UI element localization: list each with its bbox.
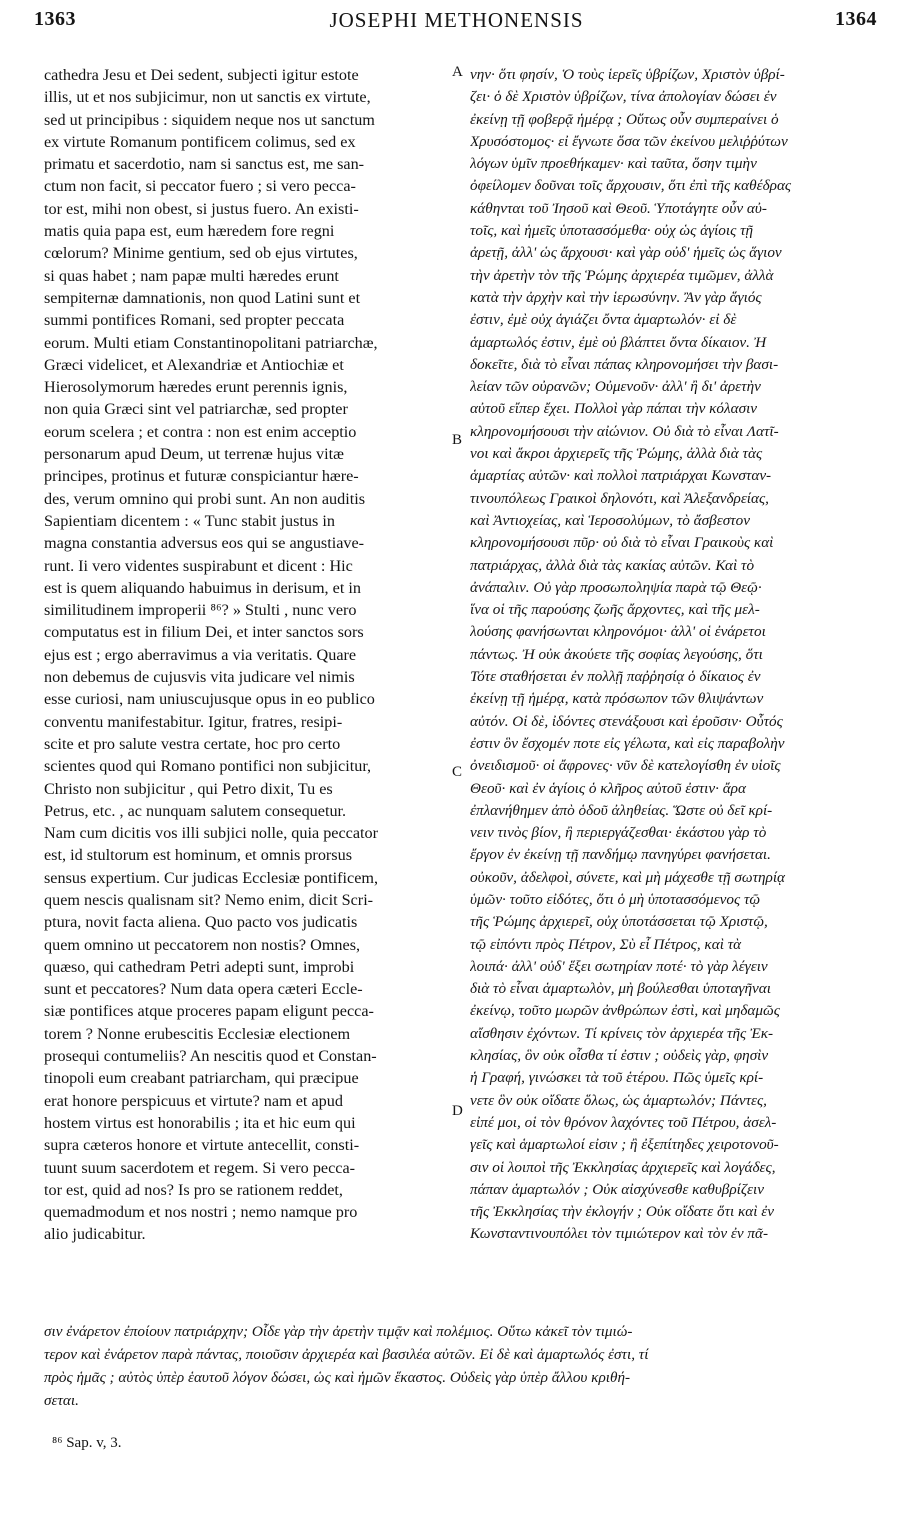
- latin-text-line: magna constantia adversus eos qui se angustiave-: [44, 534, 365, 553]
- greek-text-line: τοῖς, καὶ ἡμεῖς ὑποτασσόμεθα· οὐχ ὡς ἁγίοις τῇ: [470, 222, 754, 240]
- greek-text-line: αἴσθησιν ἐχόντων. Τί κρίνεις τὸν ἀρχιερέα τῆς Ἐκ-: [470, 1024, 774, 1042]
- greek-text-line: διὰ τὸ εἶναι ἁμαρτωλὸν, μὴ βούλεσθαι ὑποταγῆναι: [470, 980, 771, 998]
- footnote: ⁸⁶ Sap. v, 3.: [52, 1435, 122, 1451]
- latin-text-line: hostem virtus est honorabilis ; ita et hic eum qui: [44, 1113, 356, 1132]
- greek-text-line: λούσης φανήσωνται κληρονόμοι· ἀλλ' οἱ ἐνάρετοι: [470, 623, 766, 641]
- latin-text-line: personarum apud Deum, ut terrenæ hujus vitæ: [44, 445, 344, 464]
- latin-text-line: ex virtute Romanum pontificem colimus, sed ex: [44, 132, 356, 151]
- latin-text-line: supra cæteros honore et virtute antecellit, consti-: [44, 1136, 360, 1155]
- latin-text-line: prosequi contumeliis? An nescitis quod et Constan-: [44, 1047, 377, 1066]
- latin-text-line: non quia Græci sint vel patriarchæ, sed propter: [44, 400, 348, 419]
- greek-text-line: ὑμῶν· τοῦτο εἰδότες, ὅτι ὁ μὴ ὑποτασσόμενος τῷ: [470, 890, 761, 908]
- greek-text-line: ἐστιν ὃν ἔσχομέν ποτε εἰς γέλωτα, καὶ εἰς παραβολὴν: [470, 734, 785, 752]
- greek-text-line: αὐτοῦ εἴπερ ἔχει. Πολλοὶ γὰρ πάπαι τὴν κόλασιν: [470, 400, 758, 418]
- greek-text-line: ἐκείνῃ τῇ ἡμέρᾳ, κατὰ πρόσωπον τῶν θλιψάντων: [470, 690, 764, 708]
- latin-text-line: torem ? Nonne erubescitis Ecclesiæ electionem: [44, 1024, 351, 1043]
- greek-text-line: κληρονομήσουσι πῦρ· οὐ διὰ τὸ εἶναι Γραικοὺς καὶ: [470, 534, 774, 552]
- full-width-greek-block: [44, 1320, 886, 1412]
- latin-text-line: Petrus, etc. , ac nunquam salutem consequetur.: [44, 801, 347, 820]
- greek-text-line: ἔργον ἐν ἐκείνῃ τῇ πανδήμῳ πανηγύρει φανήσεται.: [470, 846, 771, 864]
- latin-text-line: Nam cum dicitis vos illi subjici nolle, quia peccator: [44, 824, 379, 843]
- greek-text-line: ἐπλανήθημεν ἀπὸ ὁδοῦ ἀληθείας. Ὥστε οὐ δεῖ κρί-: [470, 801, 773, 819]
- latin-text-line: ctum non facit, si peccator fuero ; si vero pecca-: [44, 177, 356, 196]
- section-marker-c: C: [452, 764, 463, 780]
- greek-text-line: ἀρετῇ, ἀλλ' ὡς ἄρχουσι· καὶ γὰρ οὐδ' ἡμεῖς ὡς ἅγιον: [470, 244, 782, 262]
- greek-text-line: τῆς Ἐκκλησίας τὴν ἐκλογήν ; Οὐκ οἴδατε ὅτι καὶ ἐν: [470, 1203, 775, 1221]
- latin-text-line: quem omnino ut peccatorem non nostis? Omnes,: [44, 935, 361, 954]
- greek-text-line: ἵνα οἱ τῆς παρούσης ζωῆς ἄρχοντες, καὶ τῆς μελ-: [470, 601, 760, 619]
- right-column-number: 1364: [835, 8, 877, 30]
- greek-text-line: ἁμαρτωλός ἐστιν, ἐμὲ οὐ βλάπτει ὄντα δίκαιον. Ἠ: [470, 333, 767, 351]
- latin-text-line: scientes quod qui Romano pontifici non subjicitur,: [44, 757, 372, 776]
- greek-text-line: πάντως. Ἠ οὐκ ἀκούετε τῆς σοφίας λεγούσης, ὅτι: [470, 645, 763, 663]
- latin-text-line: est, id stultorum est hominum, et omnis prorsus: [44, 846, 353, 865]
- greek-text-line: κατὰ τὴν ἀρχὴν καὶ τὴν ἱερωσύνην. Ἂν γὰρ ἅγιός: [470, 288, 762, 306]
- latin-text-line: conventu manifestabitur. Igitur, fratres, resipi-: [44, 712, 343, 731]
- latin-text-line: tor est, mihi non obest, si justus fuero. An existi-: [44, 199, 359, 218]
- latin-text-line: similitudinem improperii ⁸⁶? » Stulti , nunc vero: [44, 601, 357, 620]
- greek-text-line: ἐστιν, ἐμὲ οὐχ ἁγιάζει ὄντα ἁμαρτωλόν· εἰ δὲ: [470, 311, 737, 329]
- greek-text-line: νοι καὶ ἄκροι ἀρχιερεῖς τῆς Ῥώμης, ἀλλὰ διὰ τὰς: [470, 445, 763, 463]
- latin-text-line: Græci videlicet, et Alexandriæ et Antiochiæ et: [44, 355, 344, 374]
- left-column-number: 1363: [34, 8, 76, 30]
- greek-text-line: λείαν τῶν οὐρανῶν; Οὐμενοῦν· ἀλλ' ἢ δι' ἀρετὴν: [470, 378, 761, 396]
- greek-text-line: νειν τινὸς βίον, ἢ περιεργάζεσθαι· ἑκάστου γὰρ τὸ: [470, 824, 767, 842]
- greek-text-line: λόγων ὑμῖν προεθήκαμεν· καὶ ταῦτα, ὅσην τιμὴν: [470, 155, 757, 173]
- greek-text-line: νετε ὃν οὐκ οἴδατε ὅλως, ὡς ἁμαρτωλόν; Πάντες,: [470, 1091, 767, 1109]
- bottom-greek-line: πρὸς ἡμᾶς ; αὐτὸς ὑπὲρ ἑαυτοῦ λόγον δώσει, ὡς καὶ ἡμῶν ἕκαστος. Οὐδεὶς γὰρ ὑπὲρ ἄλλου κριθή-: [44, 1369, 631, 1386]
- latin-text-line: Hierosolymorum hæredes erunt perennis ignis,: [44, 378, 348, 397]
- greek-text-line: εἰπέ μοι, οἱ τὸν θρόνον λαχόντες τοῦ Πέτρου, ἀσελ-: [470, 1113, 777, 1131]
- latin-text-line: tinopoli eum creabant patriarcham, qui præcipue: [44, 1069, 359, 1088]
- latin-text-line: quemadmodum et nos nostri ; nemo namque pro: [44, 1203, 358, 1222]
- greek-text-line: Κωνσταντινουπόλει τὸν τιμιώτερον καὶ τὸν ἐν πᾶ-: [470, 1225, 769, 1243]
- latin-text-line: primatu et sacerdotio, nam si sanctus est, me san-: [44, 155, 365, 174]
- latin-text-line: scite et pro salute vestra certate, hoc pro certo: [44, 734, 341, 753]
- greek-text-line: ἐκείνῳ, τοῦτο μωρῶν ἀνθρώπων ἐστὶ, καὶ μηδαμῶς: [470, 1002, 780, 1020]
- latin-text-line: esse curiosi, nam uniuscujusque opus in eo publico: [44, 690, 375, 709]
- bottom-greek-line: τερον καὶ ἐνάρετον παρὰ πάντας, ποιοῦσιν ἀρχιερέα καὶ βασιλέα αὐτῶν. Εἰ δὲ καὶ ἁμαρτωλός ἐστι, τί: [44, 1346, 649, 1363]
- greek-text-line: δοκεῖτε, διὰ τὸ εἶναι πάπας κληρονομήσει τὴν βασι-: [470, 355, 779, 373]
- greek-text-line: κλησίας, ὃν οὐκ οἶσθα τί ἐστιν ; οὐδεὶς γὰρ, φησὶν: [470, 1047, 769, 1065]
- greek-text-line: καὶ Ἀντιοχείας, καὶ Ἱεροσολύμων, τὸ ἄσβεστον: [470, 511, 750, 529]
- latin-text-line: matis quia papa est, eum hæredem fore regni: [44, 222, 335, 241]
- latin-text-line: principes, protinus et futuræ conspiciantur hære-: [44, 467, 359, 486]
- latin-text-line: illis, ut et nos subjicimur, non ut sanctis ex virtute,: [44, 88, 371, 107]
- bottom-greek-line: σιν ἐνάρετον ἐποίουν πατριάρχην; Οἶδε γὰρ τὴν ἀρετὴν τιμᾷν καὶ πολέμιος. Οὕτω κἀκεῖ τὸν τιμιώ-: [44, 1323, 633, 1340]
- latin-text-line: non debemus de cujusvis vita judicare vel nimis: [44, 668, 355, 687]
- latin-text-line: est is quem aliquando habuimus in derisum, et in: [44, 578, 361, 597]
- running-title: JOSEPHI METHONENSIS: [329, 8, 584, 32]
- page-header: [0, 8, 913, 38]
- greek-text-line: ὀφείλομεν δοῦναι τοῖς ἄρχουσιν, ὅτι ἐπὶ τῆς καθέδρας: [470, 177, 792, 195]
- latin-text-line: tor est, quid ad nos? Is pro se rationem reddet,: [44, 1180, 343, 1199]
- greek-text-line: κληρονομήσουσι τὴν αἰώνιον. Οὐ διὰ τὸ εἶναι Λατῖ-: [470, 422, 779, 440]
- section-marker-b: B: [452, 432, 463, 448]
- latin-text-line: sempiternæ damnationis, non quod Latini sunt et: [44, 288, 361, 307]
- latin-text-line: erat honore perspicuus et virtute? nam et apud: [44, 1091, 343, 1110]
- greek-text-line: τῆς Ῥώμης ἀρχιερεῖ, οὐχ ὑποτάσσεται τῷ Χριστῷ,: [470, 913, 768, 931]
- greek-text-line: λοιπά· ἀλλ' οὐδ' ἕξει σωτηρίαν ποτέ· τὸ γὰρ λέγειν: [470, 957, 768, 975]
- latin-text-line: quæso, qui cathedram Petri adepti sunt, improbi: [44, 957, 355, 976]
- latin-text-line: des, verum omnino qui probi sunt. An non auditis: [44, 489, 366, 508]
- latin-text-line: ejus est ; ergo aberravimus a via veritatis. Quare: [44, 645, 357, 664]
- latin-text-line: Christo non subjicitur , qui Petro dixit, Tu es: [44, 779, 333, 798]
- latin-text-line: summi pontifices Romani, sed propter peccata: [44, 311, 345, 330]
- section-marker-a: A: [452, 64, 463, 80]
- latin-text-line: runt. Ii vero videntes suspirabunt et dicent : Hic: [44, 556, 353, 575]
- latin-text-line: siæ pontifices atque proceres papam eligunt pecca-: [44, 1002, 374, 1021]
- latin-text-line: Sapientiam dicentem : « Tunc stabit justus in: [44, 511, 335, 530]
- section-marker-d: D: [452, 1103, 463, 1119]
- greek-text-line: τῷ εἰπόντι πρὸς Πέτρον, Σὺ εἶ Πέτρος, καὶ τὰ: [470, 935, 742, 953]
- greek-column: [470, 64, 884, 1246]
- latin-text-line: quem nescis qualisnam sit? Nemo enim, dicit Scri-: [44, 890, 374, 909]
- latin-column: [44, 64, 444, 1246]
- greek-text-line: οὐκοῦν, ἀδελφοὶ, σύνετε, καὶ μὴ μάχεσθε τῇ σωτηρίᾳ: [470, 868, 786, 886]
- greek-text-line: γεῖς καὶ ἁμαρτωλοί εἰσιν ; ἢ ἐξεπίτηδες χειροτονοῦ-: [470, 1136, 779, 1154]
- greek-text-line: σιν οἱ λοιποὶ τῆς Ἐκκλησίας ἀρχιερεῖς καὶ λογάδες,: [470, 1158, 776, 1176]
- latin-text-line: sed ut principibus : siquidem neque nos ut sanctum: [44, 110, 375, 129]
- latin-text-line: ptura, novit facta aliena. Quo pacto vos judicatis: [44, 913, 358, 932]
- greek-text-line: ἐκείνῃ τῇ φοβερᾷ ἡμέρᾳ ; Οὕτως οὖν συμπεραίνει ὁ: [470, 110, 779, 128]
- greek-text-line: τὴν ἀρετὴν τὸν τῆς Ῥώμης ἀρχιερέα τιμῶμεν, ἀλλὰ: [470, 266, 774, 284]
- greek-text-line: Τότε σταθήσεται ἐν πολλῇ παῤῥησίᾳ ὁ δίκαιος ἐν: [470, 668, 761, 686]
- latin-text-line: tuunt suum sacerdotem et regem. Si vero pecca-: [44, 1158, 356, 1177]
- greek-text-line: πατριάρχας, ἀλλὰ διὰ τὰς κακίας αὐτῶν. Καὶ τὸ: [470, 556, 755, 574]
- latin-text-line: cœlorum? Minime gentium, sed ob ejus virtutes,: [44, 244, 358, 263]
- greek-text-line: πάπαν ἁμαρτωλόν ; Οὐκ αἰσχύνεσθε καθυβρίζειν: [470, 1180, 764, 1198]
- greek-text-line: νην· ὅτι φησίν, Ὁ τοὺς ἱερεῖς ὑβρίζων, Χριστὸν ὑβρί-: [470, 66, 785, 83]
- greek-text-line: ζει· ὁ δὲ Χριστὸν ὑβρίζων, τίνα ἀπολογίαν δώσει ἐν: [470, 88, 777, 106]
- latin-text-line: eorum. Multi etiam Constantinopolitani patriarchæ,: [44, 333, 378, 352]
- greek-text-line: ἁμαρτίας αὐτῶν· καὶ πολλοὶ πατριάρχαι Κωνσταν-: [470, 467, 772, 485]
- greek-text-line: Θεοῦ· καὶ ἐν ἁγίοις ὁ κλῆρος αὐτοῦ ἐστιν· ἄρα: [470, 779, 746, 797]
- latin-text-line: computatus est in filium Dei, et inter sanctos sors: [44, 623, 364, 642]
- greek-text-line: ἡ Γραφή, γινώσκει τὰ τοῦ ἑτέρου. Πῶς ὑμεῖς κρί-: [470, 1069, 764, 1087]
- greek-text-line: αὐτόν. Οἱ δὲ, ἰδόντες στενάξουσι καὶ ἐροῦσιν· Οὗτός: [470, 712, 783, 730]
- latin-text-line: eorum scelera ; et contra : non est enim acceptio: [44, 422, 357, 441]
- latin-text-line: sunt et peccatores? Num data opera cæteri Eccle-: [44, 980, 363, 999]
- greek-text-line: ὀνειδισμοῦ· οἱ ἄφρονες· νῦν δὲ κατελογίσθη ἐν υἱοῖς: [470, 757, 781, 775]
- greek-text-line: κάθηνται τοῦ Ἰησοῦ καὶ Θεοῦ. Ὑποτάγητε οὖν αὐ-: [470, 199, 767, 217]
- latin-text-line: si quas habet ; nam papæ multi hæredes erunt: [44, 266, 339, 285]
- bottom-greek-line: σεται.: [44, 1392, 79, 1409]
- greek-text-line: ἀνάπαλιν. Οὐ γὰρ προσωποληψία παρὰ τῷ Θεῷ·: [470, 578, 762, 596]
- latin-text-line: sensus expertium. Cur judicas Ecclesiæ pontificem,: [44, 868, 379, 887]
- greek-text-line: Χρυσόστομος· εἰ ἔγνωτε ὅσα τῶν ἐκείνου μελιῤῥύτων: [470, 132, 788, 150]
- latin-text-line: cathedra Jesu et Dei sedent, subjecti igitur estote: [44, 66, 359, 84]
- greek-text-line: τινουπόλεως Γραικοὶ δηλονότι, καὶ Ἀλεξανδρείας,: [470, 489, 769, 507]
- latin-text-line: alio judicabitur.: [44, 1225, 146, 1244]
